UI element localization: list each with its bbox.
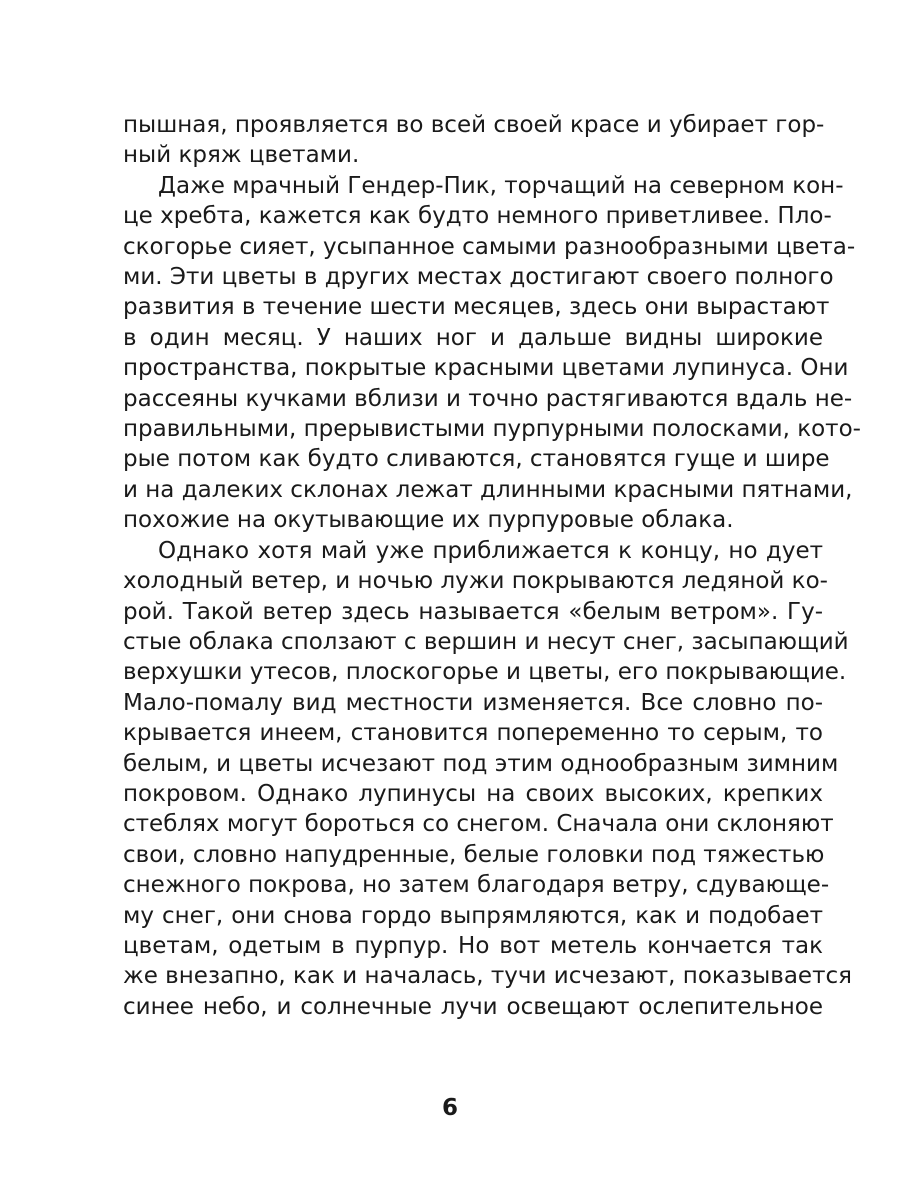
text-line: ми. Эти цветы в других местах достигают своего полного	[123, 264, 834, 291]
text-line: цветам, одетым в пурпур. Но вот метель кончается так	[123, 932, 823, 959]
text-line: це хребта, кажется как будто немного приветливее. Пло-	[123, 203, 832, 230]
text-line: белым, и цветы исчезают под этим однообразным зимним	[123, 750, 839, 777]
text-line: му снег, они снова гордо выпрямляются, как и подобает	[123, 902, 823, 929]
text-line: синее небо, и солнечные лучи освещают ослепительное	[123, 993, 823, 1020]
body-text	[123, 110, 861, 1022]
text-line: стеблях могут бороться со снегом. Сначала они склоняют	[123, 811, 834, 838]
text-line: пространства, покрытые красными цветами лупинуса. Они	[123, 355, 849, 382]
text-line: Даже мрачный Гендер-Пик, торчащий на северном кон-	[158, 172, 844, 199]
text-line: пышная, проявляется во всей своей красе и убирает гор-	[123, 112, 825, 138]
text-line: крывается инеем, становится попеременно то серым, то	[123, 720, 823, 747]
page-number: 6	[441, 1095, 458, 1121]
text-line: рой. Такой ветер здесь называется «белым ветром». Гу-	[123, 598, 823, 625]
text-line: в один месяц. У наших ног и дальше видны широкие	[123, 324, 823, 351]
text-line: снежного покрова, но затем благодаря ветру, сдувающе-	[123, 872, 830, 899]
text-line: покровом. Однако лупинусы на своих высоких, крепких	[123, 780, 823, 807]
text-line: и на далеких склонах лежат длинными красными пятнами,	[123, 476, 853, 503]
text-line: правильными, прерывистыми пурпурными полосками, кото-	[123, 416, 861, 443]
text-line: похожие на окутывающие их пурпуровые облака.	[123, 507, 734, 534]
text-line: Однако хотя май уже приближается к концу, но дует	[158, 537, 823, 564]
text-line: верхушки утесов, плоскогорье и цветы, его покрывающие.	[123, 659, 847, 686]
text-line: развития в течение шести месяцев, здесь они вырастают	[123, 294, 830, 321]
text-line: свои, словно напудренные, белые головки под тяжестью	[123, 841, 825, 868]
text-line: скогорье сияет, усыпанное самыми разнообразными цвета-	[123, 233, 856, 260]
text-line: холодный ветер, и ночью лужи покрываются ледяной ко-	[123, 568, 828, 595]
text-line: стые облака сползают с вершин и несут снег, засыпающий	[123, 628, 849, 655]
text-line: рассеяны кучками вблизи и точно растягиваются вдаль не-	[123, 385, 853, 412]
text-line: рые потом как будто сливаются, становятся гуще и шире	[123, 446, 830, 473]
text-line: ный кряж цветами.	[123, 142, 360, 169]
text-line: Мало-помалу вид местности изменяется. Все словно по-	[123, 689, 823, 716]
text-line: же внезапно, как и началась, тучи исчезают, показывается	[123, 963, 852, 990]
